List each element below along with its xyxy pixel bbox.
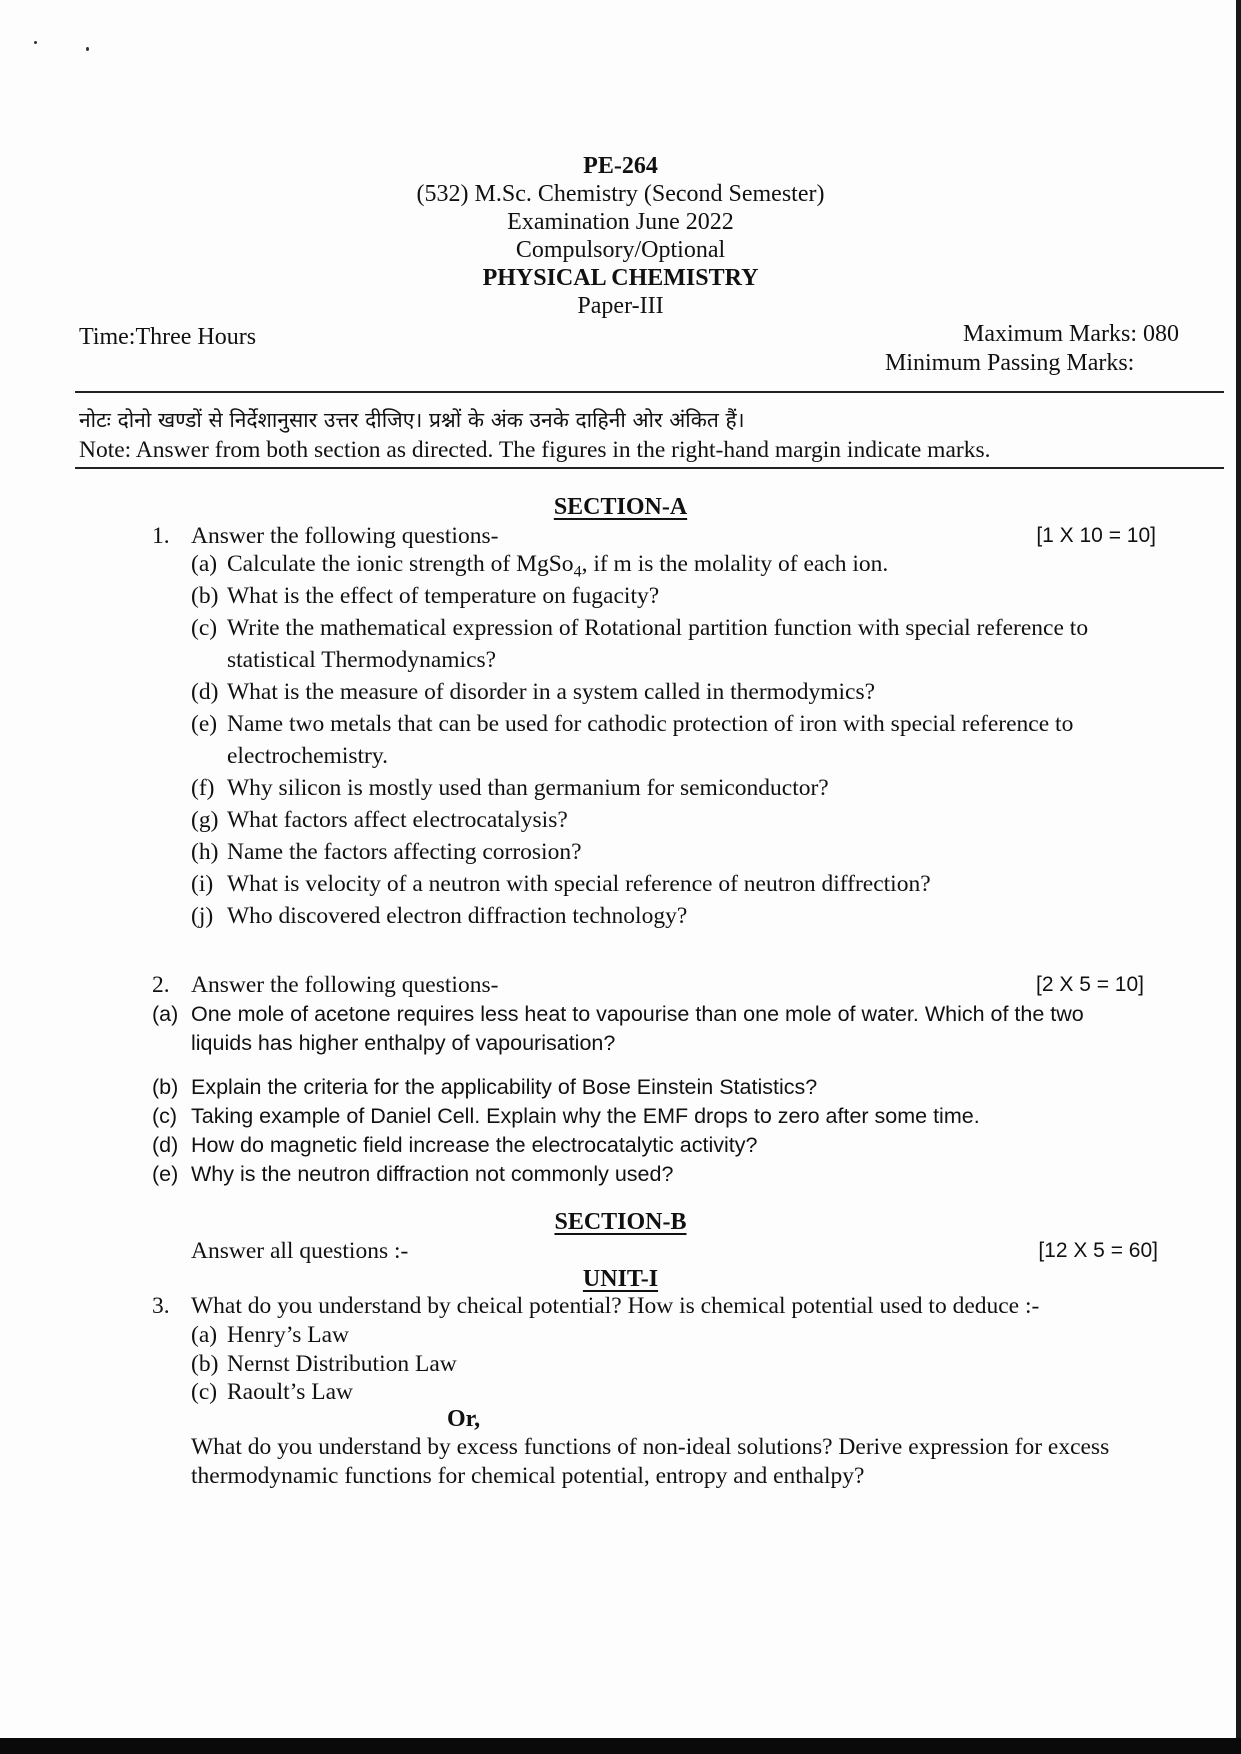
paper-number: Paper-III (577, 293, 664, 319)
scan-speck (86, 47, 89, 51)
q1-item-label: (i) (191, 871, 214, 897)
divider-bottom (75, 467, 1224, 469)
q2-item-label: (c) (152, 1104, 178, 1128)
q3-number: 3. (152, 1293, 170, 1319)
q1-item-text: What is velocity of a neutron with special reference of neutron diffrection? (227, 871, 931, 897)
course-title: (532) M.Sc. Chemistry (Second Semester) (416, 181, 825, 207)
q1-item-label: (j) (191, 903, 214, 929)
q3-item-label: (b) (191, 1351, 219, 1377)
divider-top (75, 391, 1224, 393)
q1-item-text: Write the mathematical expression of Rotational partition function with special reference to (227, 615, 1089, 641)
q1-item-label: (d) (191, 679, 219, 705)
q2-item-label: (b) (152, 1075, 179, 1099)
subscript: 4 (573, 563, 582, 581)
q2-item-text: Taking example of Daniel Cell. Explain why the EMF drops to zero after some time. (191, 1104, 980, 1128)
exam-header (0, 152, 1241, 320)
maximum-marks: Maximum Marks: 080 (963, 321, 1179, 347)
q1-item-label: (e) (191, 711, 218, 737)
q1-item-label: (b) (191, 583, 219, 609)
subject-title: PHYSICAL CHEMISTRY (482, 265, 759, 291)
q2-item-text: Explain the criteria for the applicability of Bose Einstein Statistics? (191, 1075, 818, 1099)
scan-edge-bottom (0, 1738, 1241, 1754)
section-b-marks: [12 X 5 = 60] (1038, 1239, 1158, 1262)
minimum-passing-marks: Minimum Passing Marks: (885, 350, 1135, 376)
q1-item-label: (h) (191, 839, 219, 865)
q1-item-text: Name two metals that can be used for cathodic protection of iron with special reference to (227, 711, 1074, 737)
section-b-title: SECTION-B (554, 1209, 687, 1235)
or-separator: Or, (447, 1406, 481, 1432)
q2-marks: [2 X 5 = 10] (1036, 973, 1144, 996)
q1-item-continuation: electrochemistry. (227, 743, 388, 769)
q2-item-continuation: liquids has higher enthalpy of vapourisation? (191, 1031, 616, 1055)
q1-item-label: (c) (191, 615, 218, 641)
q3-alt-line2: thermodynamic functions for chemical potential, entropy and enthalpy? (191, 1463, 865, 1489)
q2-item-text: One mole of acetone requires less heat to vapourise than one mole of water. Which of the two (191, 1002, 1084, 1026)
q1-item-continuation: statistical Thermodynamics? (227, 647, 497, 673)
q2-item-label: (d) (152, 1133, 179, 1157)
q3-item-text: Nernst Distribution Law (227, 1351, 457, 1377)
q3-item-label: (a) (191, 1322, 218, 1348)
q3-alt-line1: What do you understand by excess functions of non-ideal solutions? Derive expression for excess (191, 1434, 1110, 1460)
q3-stem: What do you understand by cheical potential? How is chemical potential used to deduce :- (191, 1293, 1040, 1319)
q2-item-label: (a) (152, 1002, 179, 1026)
q1-item-label: (g) (191, 807, 219, 833)
q1-item-text: Why silicon is mostly used than germanium for semiconductor? (227, 775, 829, 801)
q3-item-text: Henry’s Law (227, 1322, 350, 1348)
q1-item-text: Calculate the ionic strength of MgSo$_4$, if m is the molality of each ion. (227, 551, 889, 581)
q1-item-label: (f) (191, 775, 215, 801)
q2-number: 2. (152, 972, 170, 998)
unit-title: UNIT-I (582, 1266, 659, 1292)
paper-code: PE-264 (583, 153, 658, 179)
section-b-instruction: Answer all questions :- (191, 1238, 409, 1264)
q1-stem: Answer the following questions- (191, 523, 499, 549)
note-hindi: नोटः दोनो खण्डों से निर्देशानुसार उत्तर दीजिए। प्रश्नों के अंक उनके दाहिनी ओर अंकित हैं। (79, 408, 745, 432)
q3-item-text: Raoult’s Law (227, 1379, 353, 1405)
q1-item-text: What is the measure of disorder in a system called in thermodymics? (227, 679, 876, 705)
scan-speck (34, 41, 37, 44)
note-english: Note: Answer from both section as directed. The figures in the right-hand margin indicate marks. (79, 437, 991, 463)
q2-item-text: Why is the neutron diffraction not commonly used? (191, 1162, 674, 1186)
q2-item-label: (e) (152, 1162, 179, 1186)
q2-stem: Answer the following questions- (191, 972, 499, 998)
paper-type: Compulsory/Optional (515, 237, 726, 263)
exam-session: Examination June 2022 (507, 209, 734, 235)
q1-item-label: (a) (191, 551, 218, 577)
exam-time: Time:Three Hours (79, 324, 257, 350)
q1-item-text: What factors affect electrocatalysis? (227, 807, 568, 833)
q1-item-text: Who discovered electron diffraction technology? (227, 903, 688, 929)
q2-item-text: How do magnetic field increase the electrocatalytic activity? (191, 1133, 758, 1157)
q1-item-text: What is the effect of temperature on fugacity? (227, 583, 660, 609)
q1-marks: [1 X 10 = 10] (1036, 524, 1156, 547)
section-a-title: SECTION-A (553, 494, 688, 520)
q1-number: 1. (152, 523, 170, 549)
q3-item-label: (c) (191, 1379, 218, 1405)
q1-item-text: Name the factors affecting corrosion? (227, 839, 582, 865)
